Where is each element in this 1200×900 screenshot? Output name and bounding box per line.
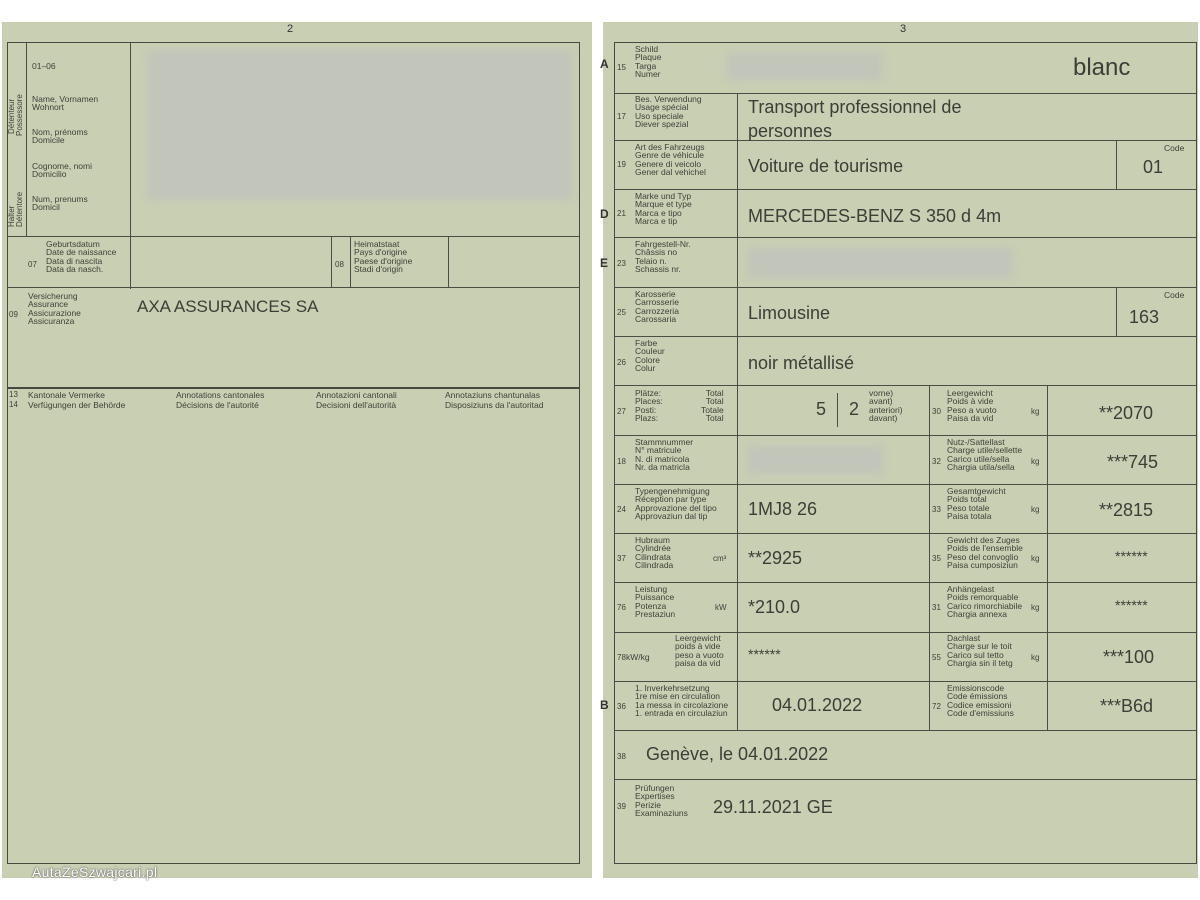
field-19-code-label: Code [1164,143,1185,153]
holder-name-label-it: Cognome, nomi Domicilio [32,161,93,180]
field-09-number: 09 [9,310,18,319]
field-31-towing-weight: ****** [1115,597,1148,613]
field-25-code-label: Code [1164,290,1185,300]
field-39-number: 39 [617,802,626,811]
page-number-left: 2 [287,23,294,35]
field-39-inspection: 29.11.2021 GE [713,797,833,817]
field-37-label: Hubraum Cylindrée Cilindrata Cilindrada [635,535,674,570]
field-37-displacement: **2925 [748,548,803,568]
field-78-label: Leergewicht poids à vide peso a vuoto paisa da vid [675,633,724,668]
field-25-code-value: 163 [1129,307,1160,327]
field-38-place-date: Genève, le 04.01.2022 [646,744,829,764]
annotations-box [7,388,580,864]
field-13-number: 13 [9,390,18,399]
field-13-col-it: Annotazioni cantonali [316,390,397,400]
field-31-label: Anhängelast Poids remorquable Carico rimorchiabile Chargia annexa [947,584,1023,619]
field-27-front-label: vorne) avant) anteriori) davant) [869,388,903,423]
field-36-first-registration: 04.01.2022 [772,695,863,715]
field-78-ratio: ****** [748,646,781,662]
field-19-number: 19 [617,160,626,169]
field-24-type-approval: 1MJ8 26 [748,499,818,519]
field-14-col-fr: Décisions de l'autorité [176,400,259,410]
field-76-number: 76 [617,603,626,612]
field-37-number: 37 [617,554,626,563]
field-18-label: Stammnummer N° matricule N. di matricola Nr. da matricla [635,437,694,472]
field-15-plate-value: blanc [1073,54,1131,81]
left-page [2,22,592,878]
field-17-value-line2: personnes [748,121,833,141]
field-08-label: Heimatstaat Pays d'origine Paese d'origine Stadi d'origin [354,239,413,274]
field-14-col-de: Verfügungen der Behörde [28,400,126,410]
field-33-number: 33 [932,505,941,514]
mark-e: E [600,256,609,270]
field-14-number: 14 [9,400,18,409]
field-13-col-de: Kantonale Vermerke [28,390,106,400]
redacted-matricule [748,446,883,474]
field-30-label: Leergewicht Poids à vide Peso a vuoto Paisa da vid [947,388,997,423]
field-27-number: 27 [617,407,626,416]
field-31-number: 31 [932,603,941,612]
mark-d: D [600,207,609,221]
field-31-unit: kg [1031,603,1040,612]
field-24-label: Typengenehmigung Réception par type Approvazione del tipo Approvaziun dal tip [635,486,717,521]
field-30-number: 30 [932,407,941,416]
field-37-unit: cm³ [713,554,727,563]
field-07-label: Geburtsdatum Date de naissance Data di nascita Data da nasch. [46,239,117,274]
field-26-colour-value: noir métallisé [748,353,855,373]
field-26-number: 26 [617,358,626,367]
field-35-number: 35 [932,554,941,563]
holder-name-label-de: Name, Vornamen Wohnort [32,94,99,113]
field-35-label: Gewicht des Zuges Poids de l'ensemble Peso del convoglio Paisa cumposiziun [947,535,1023,570]
field-33-unit: kg [1031,505,1040,514]
field-38-number: 38 [617,752,626,761]
holder-name-label-fr: Nom, prénoms Domicile [32,127,88,146]
field-24-number: 24 [617,505,626,514]
holder-vertical-label-de2: Halter [7,205,16,227]
field-18-number: 18 [617,457,626,466]
field-14-col-it: Decisioni dell'autorità [316,400,397,410]
field-26-label: Farbe Couleur Colore Colur [635,338,665,373]
field-30-empty-weight: **2070 [1099,403,1154,423]
field-23-number: 23 [617,259,626,268]
field-35-unit: kg [1031,554,1040,563]
field-25-number: 25 [617,308,626,317]
watermark: AutaZeSzwajcari.pl [32,864,158,880]
field-25-body-value: Limousine [748,303,831,323]
field-33-label: Gesamtgewicht Poids total Peso totale Paisa totala [947,486,1006,521]
field-19-label: Art des Fahrzeugs Genre de véhicule Genere di veicolo Gener dal vehichel [635,142,706,177]
field-07-number: 07 [28,260,37,269]
holder-name-label-rm: Num, prenums Domicil [32,194,88,213]
field-55-number: 55 [932,653,941,662]
page-number-right: 3 [900,23,907,35]
field-27-total-seats: 5 [816,399,827,419]
right-page [600,22,1198,878]
field-19-code-value: 01 [1143,157,1164,177]
field-32-number: 32 [932,457,941,466]
field-55-unit: kg [1031,653,1040,662]
holder-vertical-label-fr2: Détentore [15,191,24,227]
field-78-prefix: kW/kg [626,652,650,662]
field-15-number: 15 [617,63,626,72]
field-72-number: 72 [932,702,941,711]
field-32-label: Nutz-/Sattellast Charge utile/sellette Carico utile/sella Chargia utila/sella [947,437,1023,472]
field-21-number: 21 [617,209,626,218]
field-36-number: 36 [617,702,626,711]
field-15-label: Schild Plaque Targa Numer [635,44,662,79]
field-36-label: 1. Inverkehrsetzung 1re mise en circulation 1a messa in circolazione 1. entrada en circulaziun [635,683,729,718]
field-72-emission-code: ***B6d [1100,696,1154,716]
field-13-col-fr: Annotations cantonales [176,390,265,400]
field-78-number: 78 [617,653,626,662]
field-17-label: Bes. Verwendung Usage spécial Uso speciale Diever spezial [635,94,702,129]
field-35-combination-weight: ****** [1115,548,1148,564]
field-17-value-line1: Transport professionnel de [748,97,962,117]
field-21-make-type-value: MERCEDES-BENZ S 350 d 4m [748,206,1002,226]
redacted-plate [727,53,882,80]
field-55-roof-load: ***100 [1103,647,1155,667]
field-19-value: Voiture de tourisme [748,156,904,176]
mark-a: A [600,57,609,71]
field-09-insurance-value: AXA ASSURANCES SA [137,297,319,316]
holder-vertical-label-it: Possessore [15,94,24,136]
field-33-total-weight: **2815 [1099,500,1154,520]
field-25-label: Karosserie Carrosserie Carrozzeria Carossaria [635,289,679,324]
field-39-label: Prüfungen Expertises Perizie Examinaziuns [635,783,688,818]
field-27-label: Plätze: Places: Posti: Plazs: [635,388,663,423]
mark-b: B [600,698,609,712]
field-55-label: Dachlast Charge sur le toit Carico sul tetto Chargia sin il tetg [947,633,1013,668]
field-27-label-total: Total Total Totale Total [701,388,724,423]
field-23-label: Fahrgestell-Nr. Châssis no Telaio n. Schassis nr. [635,239,691,274]
field-17-number: 17 [617,112,626,121]
field-21-label: Marke und Typ Marque et type Marca e tipo Marca e tip [635,191,692,226]
field-32-payload: ***745 [1107,452,1159,472]
field-30-unit: kg [1031,407,1040,416]
field-14-col-rm: Disposiziuns da l'autoritad [445,400,544,410]
field-13-col-rm: Annotaziuns chantunalas [445,390,540,400]
redacted-holder-name [147,50,572,200]
field-01-number: 01–06 [32,61,56,71]
field-76-label: Leistung Puissance Potenza Prestaziun [635,584,676,619]
field-76-unit: kW [715,603,727,612]
field-72-label: Emissionscode Code émissions Codice emissioni Code d'emissiuns [947,683,1014,718]
field-09-label: Versicherung Assurance Assicurazione Assicuranza [28,291,81,326]
field-32-unit: kg [1031,457,1040,466]
field-08-number: 08 [335,260,344,269]
redacted-chassis [748,248,1013,278]
holder-vertical-label-de: Détenteur [7,98,16,134]
field-76-power: *210.0 [748,597,801,617]
field-27-front-seats: 2 [849,399,860,419]
